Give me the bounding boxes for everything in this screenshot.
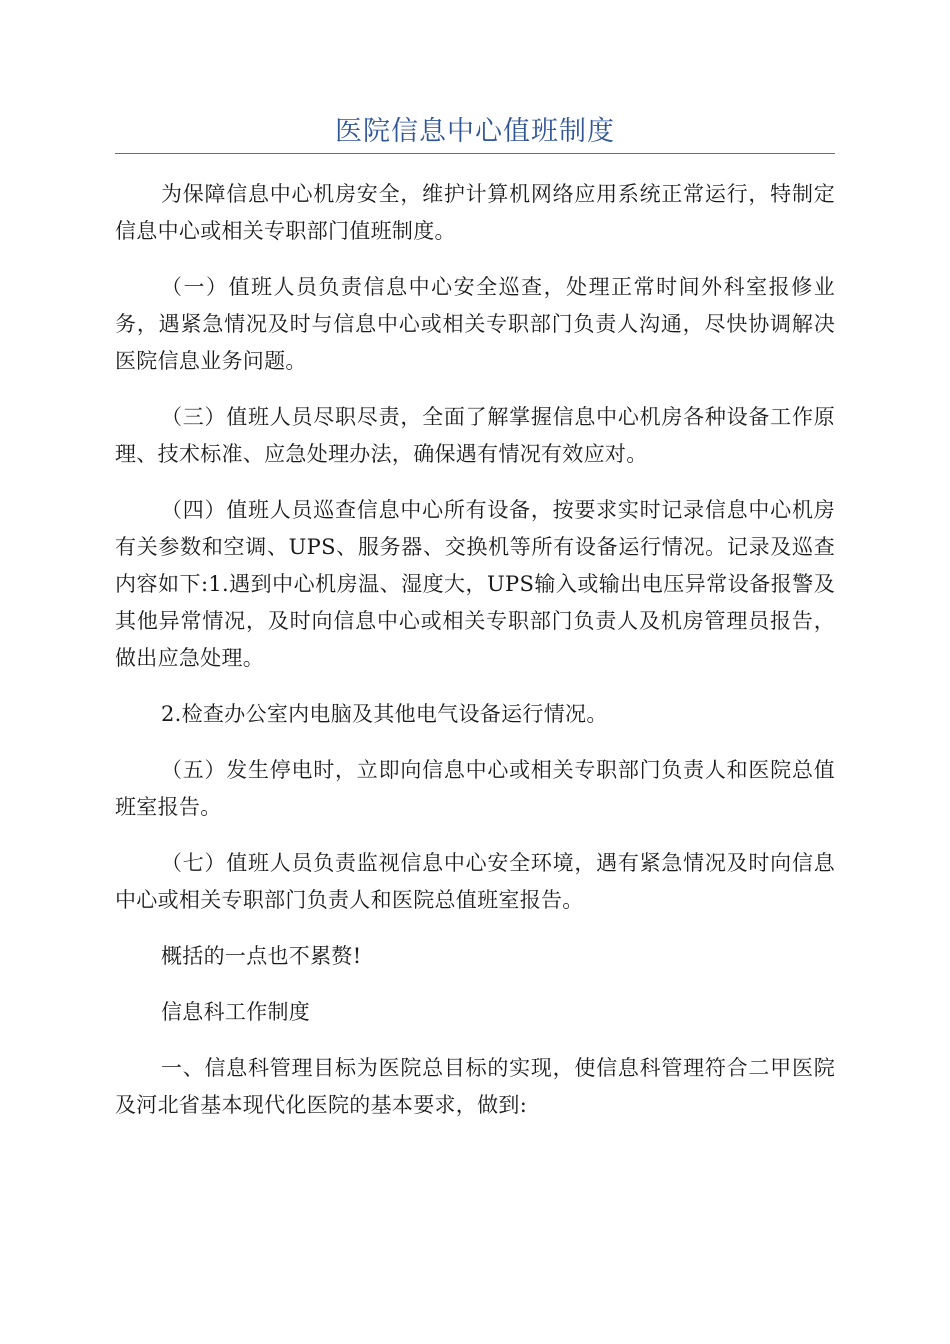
paragraph-section-1: 一、信息科管理目标为医院总目标的实现，使信息科管理符合二甲医院及河北省基本现代化医院的基本要求，做到: — [115, 1056, 835, 1117]
document-title: 医院信息中心值班制度 — [335, 116, 615, 147]
paragraph-item-1: （一）值班人员负责信息中心安全巡查，处理正常时间外科室报修业务，遇紧急情况及时与信息中心或相关专职部门负责人沟通，尽快协调解决医院信息业务问题。 — [115, 275, 835, 373]
paragraph-item-4: （四）值班人员巡查信息中心所有设备，按要求实时记录信息中心机房有关参数和空调、UPS、服务器、交换机等所有设备运行情况。记录及巡查内容如下:1.遇到中心机房温、湿度大，UPS输入或输出电压异常设备报警及其他异常情况，及时向信息中心或相关专职部门负责人及机房管理员报告，做出应急处理。 — [115, 498, 835, 670]
paragraph-item-7: （七）值班人员负责监视信息中心安全环境，遇有紧急情况及时向信息中心或相关专职部门负责人和医院总值班室报告。 — [115, 851, 835, 912]
paragraph-summary: 概括的一点也不累赘! — [161, 944, 362, 968]
title-underline — [115, 153, 835, 154]
section-heading: 信息科工作制度 — [161, 1000, 311, 1024]
paragraph-item-4-2: 2.检查办公室内电脑及其他电气设备运行情况。 — [161, 702, 608, 726]
paragraph-item-5: （五）发生停电时，立即向信息中心或相关专职部门负责人和医院总值班室报告。 — [115, 758, 835, 819]
document-body — [115, 176, 835, 1143]
paragraph-item-3: （三）值班人员尽职尽责，全面了解掌握信息中心机房各种设备工作原理、技术标准、应急处理办法，确保遇有情况有效应对。 — [115, 405, 835, 466]
paragraph-intro: 为保障信息中心机房安全，维护计算机网络应用系统正常运行，特制定信息中心或相关专职部门值班制度。 — [115, 182, 835, 243]
